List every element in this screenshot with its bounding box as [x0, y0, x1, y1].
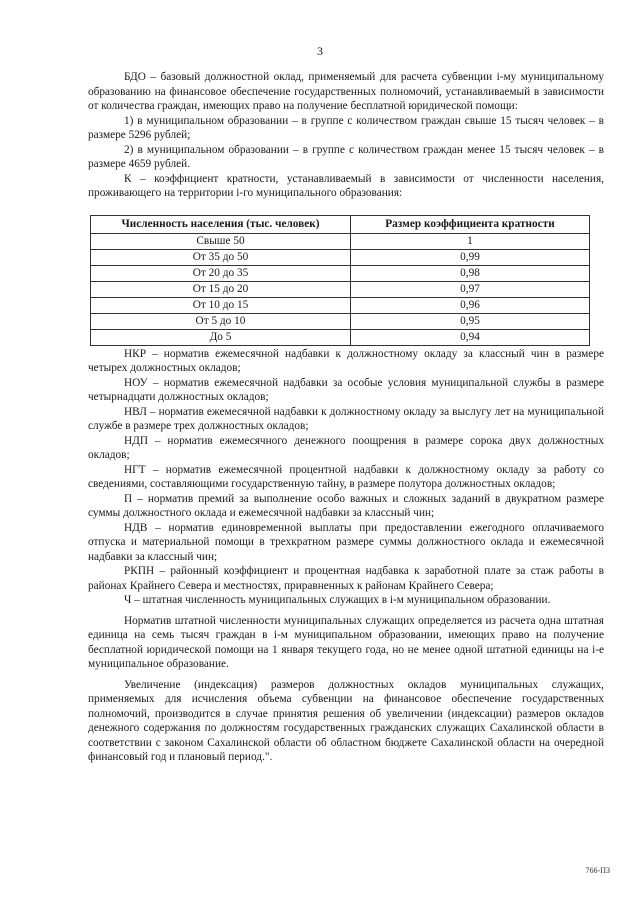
table-header-coefficient: Размер коэффициента кратности [351, 215, 590, 233]
table-cell-coefficient: 0,99 [351, 249, 590, 265]
paragraph-group-over-15k: 1) в муниципальном образовании – в группе с количеством граждан свыше 15 тысяч человек – в размере 5296 рублей; [88, 114, 604, 141]
paragraph-nkr: НКР – норматив ежемесячной надбавки к должностному окладу за классный чин в размере четырех должностных окладов; [88, 347, 604, 374]
document-code: 766-ПЗ [585, 866, 610, 875]
paragraph-ch: Ч – штатная численность муниципальных служащих в i-м муниципальном образовании. [124, 594, 551, 606]
paragraph-indexation: Увеличение (индексация) размеров должностных окладов муниципальных служащих, применяемых для исчисления объема субвенции на финансовое обеспечение государственных полномочий, производится в случае принятия решения об увеличении (индексации) размеров окладов денежного содержания по должностям государственных гражданских служащих Сахалинской области в соответствии с законом Сахалинской области об областном бюджете Сахалинской области на очередной финансовый год и плановый период.". [88, 678, 604, 763]
table-cell-coefficient: 0,94 [351, 329, 590, 345]
paragraph-staff-norm: Норматив штатной численности муниципальных служащих определяется из расчета одна штатная единица на семь тысяч граждан в i-м муниципальном образовании, имеющих право на получение бесплатной юридической помощи на 1 января текущего года, но не менее одной штатной единицы на i-е муниципальное образование. [88, 614, 604, 670]
table-cell-coefficient: 0,97 [351, 281, 590, 297]
table-cell-population: От 10 до 15 [91, 297, 351, 313]
page-number: 3 [317, 44, 323, 58]
table-cell-population: От 35 до 50 [91, 249, 351, 265]
table-cell-coefficient: 0,96 [351, 297, 590, 313]
table-cell-population: Свыше 50 [91, 233, 351, 249]
table-cell-population: От 15 до 20 [91, 281, 351, 297]
paragraph-group-under-15k: 2) в муниципальном образовании – в группе с количеством граждан менее 15 тысяч человек – в размере 4659 рублей. [88, 143, 604, 170]
paragraph-ndv: НДВ – норматив единовременной выплаты при предоставлении ежегодного оплачиваемого отпуска и материальной помощи в трехкратном размере суммы должностного оклада и ежемесячной надбавки за классный чин; [88, 521, 604, 563]
table-row [91, 233, 590, 249]
paragraph-nou: НОУ – норматив ежемесячной надбавки за особые условия муниципальной службы в размере четырнадцати должностных окладов; [88, 376, 604, 403]
table-cell-coefficient: 0,95 [351, 313, 590, 329]
paragraph-nvl: НВЛ – норматив ежемесячной надбавки к должностному окладу за выслугу лет на муниципальной службе в размере трех должностных окладов; [88, 405, 604, 432]
table-header-population: Численность населения (тыс. человек) [91, 215, 351, 233]
table-row [91, 249, 590, 265]
paragraph-ngt: НГТ – норматив ежемесячной процентной надбавки к должностному окладу за работу со сведениями, составляющими государственную тайну, в размере полутора должностных окладов; [88, 463, 604, 490]
paragraph-k-coefficient: К – коэффициент кратности, устанавливаемый в зависимости от численности населения, проживающего на территории i-го муниципального образования: [88, 172, 604, 199]
paragraph-bdo: БДО – базовый должностной оклад, применяемый для расчета субвенции i-му муниципальному образованию на финансовое обеспечение государственных полномочий, устанавливаемый в зависимости от количества граждан, имеющих право на получение бесплатной юридической помощи: [88, 71, 604, 112]
table-row [91, 297, 590, 313]
table-cell-population: От 5 до 10 [91, 313, 351, 329]
table-row [91, 313, 590, 329]
paragraph-p: П – норматив премий за выполнение особо важных и сложных заданий в двукратном размере суммы должностного оклада и ежемесячной надбавки за классный чин; [88, 492, 604, 519]
table-cell-population: До 5 [91, 329, 351, 345]
document-body [88, 70, 604, 765]
table-cell-population: От 20 до 35 [91, 265, 351, 281]
table-row [91, 281, 590, 297]
table-header-row [91, 215, 590, 233]
table-row [91, 329, 590, 345]
table-row [91, 265, 590, 281]
table-cell-coefficient: 0,98 [351, 265, 590, 281]
paragraph-rkpn: РКПН – районный коэффициент и процентная надбавка к заработной плате за стаж работы в районах Крайнего Севера и местностях, приравненных к районам Крайнего Севера; [88, 565, 604, 592]
table-cell-coefficient: 1 [351, 233, 590, 249]
paragraph-ndp: НДП – норматив ежемесячного денежного поощрения в размере сорока двух должностных окладов; [88, 434, 604, 461]
coefficient-table [90, 215, 590, 346]
